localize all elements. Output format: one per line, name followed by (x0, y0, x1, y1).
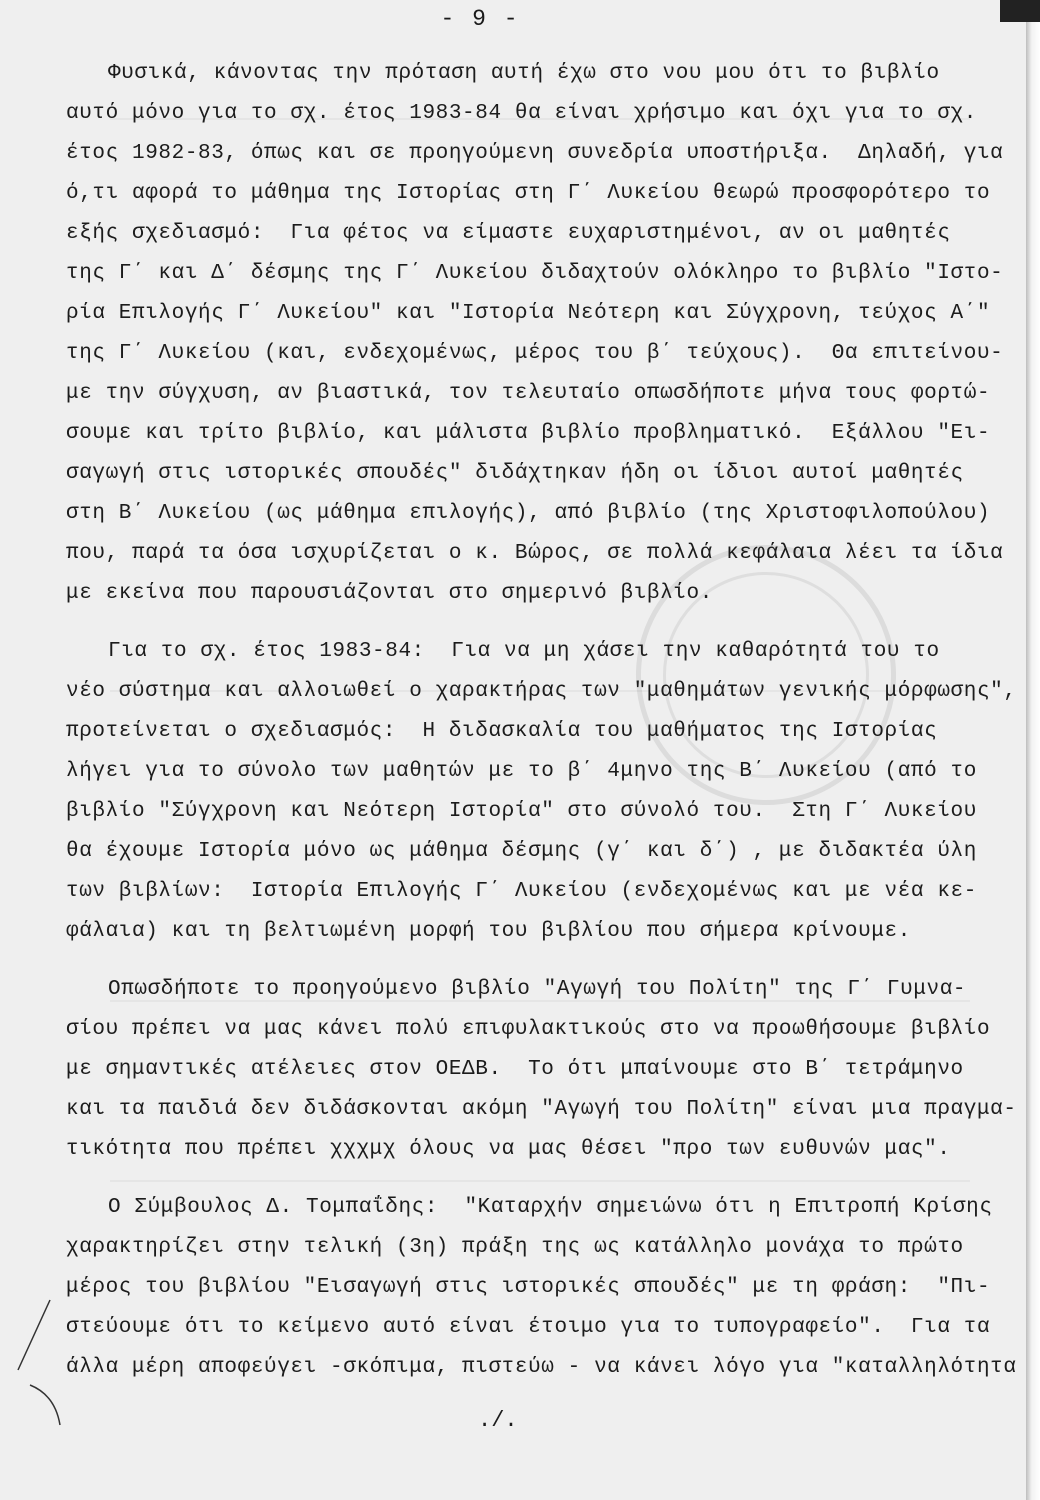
text-line: στη Β΄ Λυκείου (ως μάθημα επιλογής), από βιβλίο (της Χριστοφιλοπούλου) (66, 502, 991, 525)
text-line: τικότητα που πρέπει χχχμχ όλους να μας θέσει "προ των ευθυνών μας". (66, 1138, 951, 1161)
text-line: Οπωσδήποτε το προηγούμενο βιβλίο "Αγωγή του Πολίτη" της Γ΄ Γυμνα- (108, 978, 967, 1001)
text-line: Ο Σύμβουλος Δ. Τομπαΐδης: "Καταρχήν σημειώνω ότι η Επιτροπή Κρίσης (108, 1196, 993, 1219)
text-line: φάλαια) και τη βελτιωμένη μορφή του βιβλίου που σήμερα κρίνουμε. (66, 920, 911, 943)
text-line: της Γ΄ Λυκείου (και, ενδεχομένως, μέρος του β΄ τεύχους). Θα επιτείνου- (66, 342, 1004, 365)
text-line: στεύουμε ότι το κείμενο αυτό είναι έτοιμο για το τυπογραφείο". Για τα (66, 1316, 991, 1339)
text-line: σουμε και τρίτο βιβλίο, και μάλιστα βιβλίο προβληματικό. Εξάλλου "Ει- (66, 422, 991, 445)
page-edge-shadow (1026, 0, 1040, 1500)
handwritten-margin-mark (10, 1290, 70, 1430)
page-corner-shadow (1000, 0, 1040, 22)
text-line: θα έχουμε Ιστορία μόνο ως μάθημα δέσμης (γ΄ και δ΄) , με διδακτέα ύλη (66, 840, 977, 863)
text-line: ρία Επιλογής Γ΄ Λυκείου" και "Ιστορία Νεότερη και Σύγχρονη, τεύχος Α΄" (66, 302, 991, 325)
text-line: με εκείνα που παρουσιάζονται στο σημερινό βιβλίο. (66, 582, 713, 605)
text-line: σίου πρέπει να μας κάνει πολύ επιφυλακτικούς στο να προωθήσουμε βιβλίο (66, 1018, 991, 1041)
continuation-mark: ./. (478, 1408, 518, 1433)
text-line: μέρος του βιβλίου "Εισαγωγή στις ιστορικές σπουδές" με τη φράση: "Πι- (66, 1276, 991, 1299)
text-line: ό,τι αφορά το μάθημα της Ιστορίας στη Γ΄ Λυκείου θεωρώ προσφορότερο το (66, 182, 991, 205)
page-number: - 9 - (440, 6, 520, 32)
text-line: αυτό μόνο για το σχ. έτος 1983-84 θα είναι χρήσιμο και όχι για το σχ. (66, 102, 977, 125)
text-line: σαγωγή στις ιστορικές σπουδές" διδάχτηκαν ήδη οι ίδιοι αυτοί μαθητές (66, 462, 964, 485)
text-line: των βιβλίων: Ιστορία Επιλογής Γ΄ Λυκείου (ενδεχομένως και με νέα κε- (66, 880, 977, 903)
text-line: Φυσικά, κάνοντας την πρόταση αυτή έχω στο νου μου ότι το βιβλίο (108, 62, 940, 85)
text-line: έτος 1982-83, όπως και σε προηγούμενη συνεδρία υποστήριξα. Δηλαδή, για (66, 142, 1004, 165)
text-line: λήγει για το σύνολο των μαθητών με το β΄ 4μηνο της Β΄ Λυκείου (από το (66, 760, 977, 783)
bleed-through-line (110, 1180, 970, 1182)
text-line: βιβλίο "Σύγχρονη και Νεότερη Ιστορία" στο σύνολό του. Στη Γ΄ Λυκείου (66, 800, 977, 823)
text-line: νέο σύστημα και αλλοιωθεί ο χαρακτήρας των "μαθημάτων γενικής μόρφωσης", (66, 680, 1017, 703)
text-line: άλλα μέρη αποφεύγει -σκόπιμα, πιστεύω - να κάνει λόγο για "καταλληλότητα (66, 1356, 1017, 1379)
text-line: και τα παιδιά δεν διδάσκονται ακόμη "Αγωγή του Πολίτη" είναι μια πραγμα- (66, 1098, 1017, 1121)
text-line: Για το σχ. έτος 1983-84: Για να μη χάσει την καθαρότητά του το (108, 640, 940, 663)
text-line: προτείνεται ο σχεδιασμός: Η διδασκαλία του μαθήματος της Ιστορίας (66, 720, 938, 743)
text-line: εξής σχεδιασμό: Για φέτος να είμαστε ευχαριστημένοι, αν οι μαθητές (66, 222, 951, 245)
text-line: με σημαντικές ατέλειες στον ΟΕΔΒ. Το ότι μπαίνουμε στο Β΄ τετράμηνο (66, 1058, 964, 1081)
text-line: της Γ΄ και Δ΄ δέσμης της Γ΄ Λυκείου διδαχτούν ολόκληρο το βιβλίο "Ιστο- (66, 262, 1004, 285)
text-line: χαρακτηρίζει στην τελική (3η) πράξη της ως κατάλληλο μονάχα το πρώτο (66, 1236, 964, 1259)
text-line: με την σύγχυση, αν βιαστικά, τον τελευταίο οπωσδήποτε μήνα τους φορτώ- (66, 382, 991, 405)
text-line: που, παρά τα όσα ισχυρίζεται ο κ. Βώρος, σε πολλά κεφάλαια λέει τα ίδια (66, 542, 1004, 565)
